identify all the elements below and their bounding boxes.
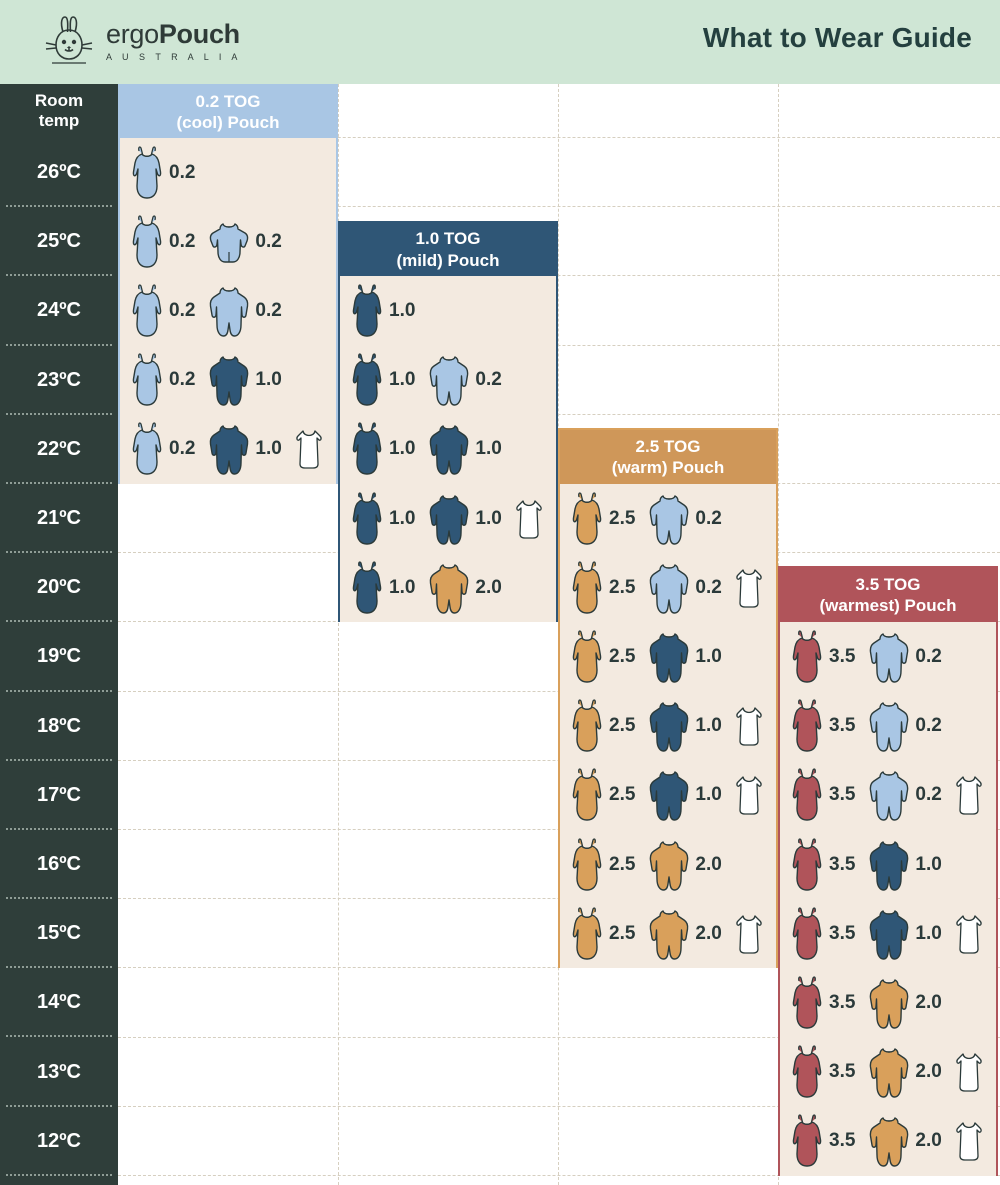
- sleeping-bag-icon: [130, 283, 164, 339]
- tog-row[interactable]: [340, 484, 556, 553]
- long-sleeve-suit-icon: [208, 283, 250, 339]
- singlet-icon: [515, 498, 543, 540]
- garment-item: [570, 837, 635, 893]
- tog-value: 0.2: [169, 161, 196, 183]
- long-sleeve-suit-icon: [868, 1113, 910, 1169]
- tog-column-body: [780, 622, 996, 1176]
- garment-item: [790, 1044, 855, 1100]
- garment-item: [428, 491, 501, 547]
- tog-title-line2: (warm) Pouch: [611, 458, 725, 477]
- tog-row[interactable]: [340, 276, 556, 345]
- singlet-icon: [735, 567, 763, 609]
- garment-item: [130, 352, 195, 408]
- long-sleeve-suit-icon: [868, 1044, 910, 1100]
- long-sleeve-suit-icon: [648, 698, 690, 754]
- sleeping-bag-icon: [570, 491, 604, 547]
- garment-item: [868, 837, 941, 893]
- garment-item: [208, 421, 281, 477]
- sleeping-bag-icon: [570, 629, 604, 685]
- tog-column-header: [120, 86, 336, 138]
- sleeping-bag-icon: [130, 352, 164, 408]
- tog-column-body: [340, 276, 556, 622]
- tog-row[interactable]: [560, 484, 776, 553]
- sleeping-bag-icon: [790, 629, 824, 685]
- tog-value: 2.0: [915, 1130, 942, 1152]
- tog-row[interactable]: [780, 622, 996, 691]
- sleeping-bag-icon: [130, 421, 164, 477]
- garment-item: [350, 491, 415, 547]
- long-sleeve-suit-icon: [648, 560, 690, 616]
- garment-item: [570, 629, 635, 685]
- tog-value: 2.5: [609, 922, 636, 944]
- tog-value: 3.5: [829, 715, 856, 737]
- long-sleeve-suit-icon: [648, 629, 690, 685]
- room-temp-cell: 15ºC: [0, 899, 118, 968]
- garment-item: [130, 283, 195, 339]
- tog-value: 2.5: [609, 576, 636, 598]
- garment-item: [570, 906, 635, 962]
- tog-value: 2.0: [695, 853, 722, 875]
- garment-item: [648, 837, 721, 893]
- tog-row[interactable]: [780, 899, 996, 968]
- tog-column-3-5[interactable]: [778, 566, 998, 1176]
- tog-value: 3.5: [829, 991, 856, 1013]
- room-temp-cell: 16ºC: [0, 830, 118, 899]
- tog-value: 0.2: [915, 715, 942, 737]
- tog-title-line2: (mild) Pouch: [396, 250, 500, 270]
- garment-item: [570, 767, 635, 823]
- room-temp-cell: 24ºC: [0, 276, 118, 345]
- tog-value: 2.0: [695, 922, 722, 944]
- tog-column-header: [560, 430, 776, 484]
- long-sleeve-suit-icon: [428, 352, 470, 408]
- garment-item: [790, 767, 855, 823]
- tog-row[interactable]: [340, 415, 556, 484]
- tog-value: 0.2: [169, 230, 196, 252]
- tog-value: 2.0: [475, 576, 502, 598]
- garment-item: [130, 214, 195, 270]
- room-temp-cell: 18ºC: [0, 692, 118, 761]
- tog-value: 3.5: [829, 645, 856, 667]
- tog-title-line1: 3.5 TOG: [855, 574, 921, 594]
- tog-title-line2: (cool) Pouch: [176, 113, 280, 132]
- tog-value: 0.2: [169, 369, 196, 391]
- tog-column-0-2[interactable]: [118, 84, 338, 484]
- singlet-icon: [735, 913, 763, 955]
- tog-value: 1.0: [475, 507, 502, 529]
- sleeping-bag-icon: [350, 352, 384, 408]
- garment-item: [868, 906, 941, 962]
- sleeping-bag-icon: [790, 906, 824, 962]
- garment-item: [955, 774, 983, 816]
- tog-row[interactable]: [560, 830, 776, 899]
- long-sleeve-suit-icon: [868, 906, 910, 962]
- sleeping-bag-icon: [570, 837, 604, 893]
- garment-item: [648, 906, 721, 962]
- room-temp-cell: 26ºC: [0, 138, 118, 207]
- tog-title-line1: 0.2 TOG: [195, 91, 261, 111]
- tog-column-body: [560, 484, 776, 968]
- tog-value: 0.2: [695, 576, 722, 598]
- singlet-icon: [735, 774, 763, 816]
- garment-item: [350, 421, 415, 477]
- garment-item: [868, 767, 941, 823]
- long-sleeve-suit-icon: [868, 629, 910, 685]
- garment-item: [790, 698, 855, 754]
- tog-value: 1.0: [255, 438, 282, 460]
- garment-item: [295, 428, 323, 470]
- tog-row[interactable]: [120, 415, 336, 484]
- sleeping-bag-icon: [790, 767, 824, 823]
- long-sleeve-suit-icon: [868, 698, 910, 754]
- tog-row[interactable]: [340, 346, 556, 415]
- garment-item: [648, 491, 721, 547]
- room-temp-cell: 14ºC: [0, 968, 118, 1037]
- room-temp-header: Room temp: [34, 91, 84, 130]
- tog-value: 1.0: [389, 576, 416, 598]
- brand-subtitle: A U S T R A L I A: [106, 51, 242, 62]
- singlet-icon: [955, 1120, 983, 1162]
- sleeping-bag-icon: [790, 1113, 824, 1169]
- garment-item: [868, 629, 941, 685]
- garment-item: [570, 560, 635, 616]
- tog-row[interactable]: [120, 276, 336, 345]
- tog-value: 2.5: [609, 645, 636, 667]
- garment-item: [350, 283, 415, 339]
- tog-title-line1: 1.0 TOG: [415, 229, 481, 249]
- garment-item: [790, 837, 855, 893]
- tog-row[interactable]: [120, 346, 336, 415]
- garment-item: [208, 283, 281, 339]
- tog-value: 1.0: [695, 715, 722, 737]
- tog-value: 1.0: [255, 369, 282, 391]
- garment-item: [790, 906, 855, 962]
- row-divider: [6, 1174, 112, 1176]
- room-temp-cell: 17ºC: [0, 761, 118, 830]
- garment-item: [648, 767, 721, 823]
- room-temp-cell: 25ºC: [0, 207, 118, 276]
- tog-row[interactable]: [780, 968, 996, 1037]
- long-sleeve-suit-icon: [868, 837, 910, 893]
- tog-row[interactable]: [120, 207, 336, 276]
- tog-value: 1.0: [915, 853, 942, 875]
- sleeping-bag-icon: [350, 283, 384, 339]
- garment-item: [790, 975, 855, 1031]
- garment-item: [570, 698, 635, 754]
- tog-value: 3.5: [829, 1061, 856, 1083]
- tog-value: 0.2: [475, 369, 502, 391]
- garment-item: [350, 560, 415, 616]
- room-temp-cell: 21ºC: [0, 484, 118, 553]
- tog-value: 2.5: [609, 715, 636, 737]
- tog-value: 0.2: [695, 507, 722, 529]
- sleeping-bag-icon: [130, 145, 164, 201]
- garment-item: [790, 1113, 855, 1169]
- tog-row[interactable]: [780, 692, 996, 761]
- garment-item: [130, 145, 195, 201]
- tog-value: 3.5: [829, 1130, 856, 1152]
- sleeping-bag-icon: [790, 698, 824, 754]
- garment-item: [208, 352, 281, 408]
- tog-column-2-5[interactable]: [558, 428, 778, 968]
- tog-value: 1.0: [389, 369, 416, 391]
- room-temp-cell: 13ºC: [0, 1037, 118, 1106]
- room-temp-cell: 20ºC: [0, 553, 118, 622]
- garment-item: [208, 219, 281, 265]
- garment-item: [350, 352, 415, 408]
- tog-value: 0.2: [915, 645, 942, 667]
- sleeping-bag-icon: [350, 491, 384, 547]
- tog-value: 2.5: [609, 507, 636, 529]
- tog-row[interactable]: [560, 553, 776, 622]
- singlet-icon: [955, 913, 983, 955]
- room-temp-cell: 12ºC: [0, 1107, 118, 1176]
- long-sleeve-suit-icon: [868, 767, 910, 823]
- tog-value: 0.2: [169, 299, 196, 321]
- brand-logo: [40, 12, 241, 70]
- long-sleeve-suit-icon: [428, 560, 470, 616]
- garment-item: [955, 1120, 983, 1162]
- tog-value: 0.2: [255, 299, 282, 321]
- garment-item: [428, 560, 501, 616]
- sleeping-bag-icon: [570, 767, 604, 823]
- long-sleeve-suit-icon: [648, 767, 690, 823]
- garment-item: [428, 352, 501, 408]
- page-title: What to Wear Guide: [702, 22, 972, 53]
- singlet-icon: [735, 705, 763, 747]
- long-sleeve-suit-icon: [648, 837, 690, 893]
- singlet-icon: [955, 1051, 983, 1093]
- room-temp-cell: 23ºC: [0, 346, 118, 415]
- tog-value: 1.0: [695, 645, 722, 667]
- garment-item: [735, 567, 763, 609]
- tog-column-header: [780, 568, 996, 622]
- sleeping-bag-icon: [130, 214, 164, 270]
- bunny-logo-icon: [40, 12, 98, 70]
- sleeping-bag-icon: [350, 560, 384, 616]
- page-header: [0, 0, 1000, 84]
- garment-item: [868, 1113, 941, 1169]
- long-sleeve-suit-icon: [208, 421, 250, 477]
- tog-row[interactable]: [780, 761, 996, 830]
- long-sleeve-suit-icon: [428, 421, 470, 477]
- tog-row[interactable]: [780, 830, 996, 899]
- tog-value: 2.0: [915, 1061, 942, 1083]
- tog-title-line2: (warmest) Pouch: [819, 596, 957, 616]
- sleeping-bag-icon: [570, 560, 604, 616]
- room-temp-cell: 19ºC: [0, 622, 118, 691]
- tog-column-header: [340, 223, 556, 276]
- garment-item: [735, 774, 763, 816]
- singlet-icon: [295, 428, 323, 470]
- garment-item: [648, 698, 721, 754]
- brand-name: ergoPouch: [106, 18, 240, 49]
- tog-value: 0.2: [255, 230, 282, 252]
- tog-column-body: [120, 138, 336, 484]
- long-sleeve-suit-icon: [208, 352, 250, 408]
- garment-item: [868, 975, 941, 1031]
- tog-value: 3.5: [829, 784, 856, 806]
- tog-value: 1.0: [695, 784, 722, 806]
- tog-row[interactable]: [560, 899, 776, 968]
- tog-row[interactable]: [560, 692, 776, 761]
- sleeping-bag-icon: [790, 837, 824, 893]
- tog-value: 1.0: [389, 299, 416, 321]
- tog-row[interactable]: [340, 553, 556, 622]
- tog-row[interactable]: [780, 1038, 996, 1107]
- tog-value: 2.5: [609, 784, 636, 806]
- short-sleeve-suit-icon: [208, 219, 250, 265]
- garment-item: [790, 629, 855, 685]
- tog-value: 1.0: [475, 438, 502, 460]
- tog-title-line1: 2.5 TOG: [635, 436, 701, 456]
- tog-value: 1.0: [389, 507, 416, 529]
- sleeping-bag-icon: [350, 421, 384, 477]
- garment-item: [648, 560, 721, 616]
- tog-row[interactable]: [560, 761, 776, 830]
- tog-value: 3.5: [829, 922, 856, 944]
- tog-value: 1.0: [915, 922, 942, 944]
- tog-value: 0.2: [915, 784, 942, 806]
- garment-item: [428, 421, 501, 477]
- tog-column-1-0[interactable]: [338, 221, 558, 622]
- sleeping-bag-icon: [790, 1044, 824, 1100]
- long-sleeve-suit-icon: [648, 491, 690, 547]
- long-sleeve-suit-icon: [428, 491, 470, 547]
- tog-value: 3.5: [829, 853, 856, 875]
- garment-item: [955, 913, 983, 955]
- long-sleeve-suit-icon: [648, 906, 690, 962]
- tog-row[interactable]: [780, 1107, 996, 1176]
- singlet-icon: [955, 774, 983, 816]
- garment-item: [955, 1051, 983, 1093]
- tog-value: 2.5: [609, 853, 636, 875]
- room-temp-column: [0, 84, 118, 1185]
- garment-item: [868, 1044, 941, 1100]
- tog-row[interactable]: [560, 622, 776, 691]
- garment-item: [570, 491, 635, 547]
- sleeping-bag-icon: [570, 906, 604, 962]
- garment-item: [648, 629, 721, 685]
- tog-row[interactable]: [120, 138, 336, 207]
- sleeping-bag-icon: [570, 698, 604, 754]
- tog-value: 1.0: [389, 438, 416, 460]
- long-sleeve-suit-icon: [868, 975, 910, 1031]
- garment-item: [515, 498, 543, 540]
- garment-item: [735, 705, 763, 747]
- room-temp-cell: 22ºC: [0, 415, 118, 484]
- tog-value: 0.2: [169, 438, 196, 460]
- tog-value: 2.0: [915, 991, 942, 1013]
- garment-item: [868, 698, 941, 754]
- sleeping-bag-icon: [790, 975, 824, 1031]
- garment-item: [130, 421, 195, 477]
- garment-item: [735, 913, 763, 955]
